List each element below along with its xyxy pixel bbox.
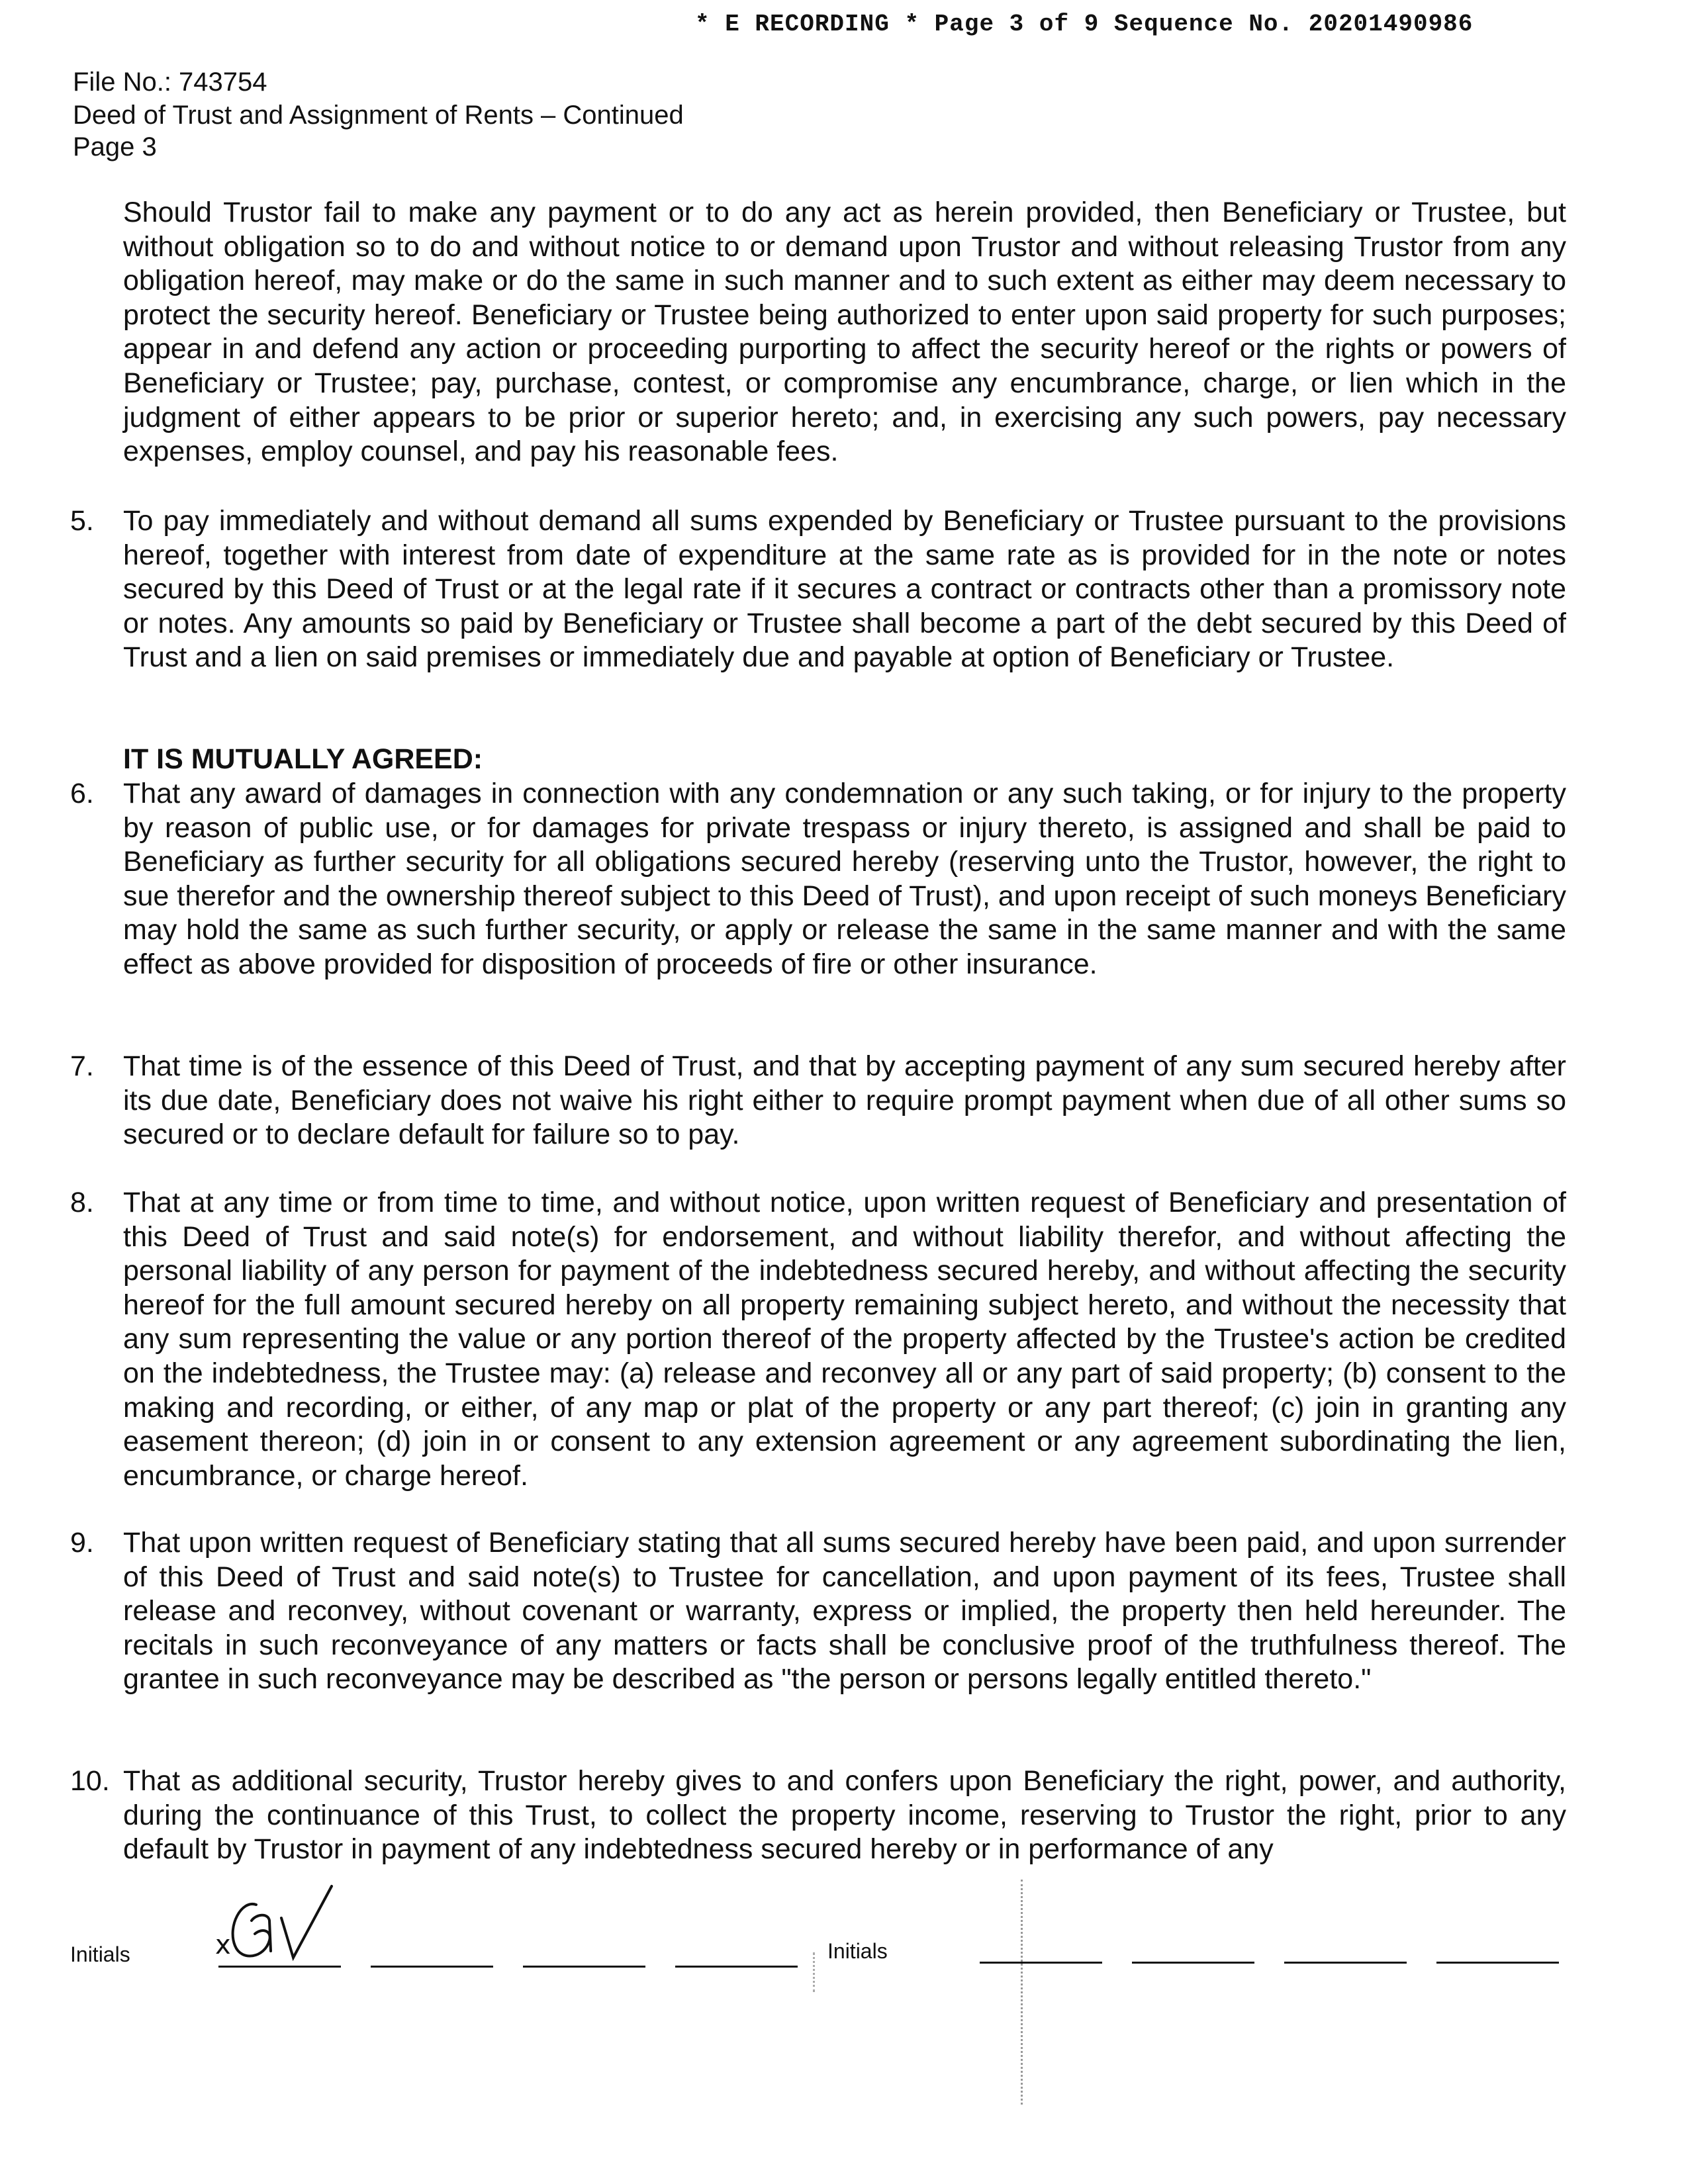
document-title: Deed of Trust and Assignment of Rents – Continued — [73, 101, 684, 130]
signature-letter-g — [233, 1904, 271, 1956]
initials-line-6[interactable] — [1132, 1962, 1254, 1964]
mutual-agreement-heading: IT IS MUTUALLY AGREED: — [123, 743, 483, 775]
item-number-10: 10. — [70, 1765, 110, 1797]
item-number-8: 8. — [70, 1187, 94, 1218]
signature-initials — [215, 1880, 348, 1976]
item-number-5: 5. — [70, 505, 94, 537]
fold-mark-right — [1021, 1880, 1023, 2105]
initials-label-right: Initials — [827, 1939, 888, 1963]
item-10-text: That as additional security, Trustor hereby gives to and confers upon Beneficiary the right, power, and authority, during the continuance of this Trust, to collect the property income, reserving to Trustor the right, prior to any default by Trustor in payment of any indebtedness secured hereby or in performance of any — [123, 1765, 1566, 1866]
file-number: File No.: 743754 — [73, 68, 267, 97]
item-6-text: That any award of damages in connection with any condemnation or any such taking, or for injury to the property by reason of public use, or for damages for private trespass or injury thereto, is assigned and shall be paid to Beneficiary as further security for all obligations secured hereby (reserving unto the Trustor, however, the right to sue therefor and the ownership thereof subject to this Deed of Trust), and upon receipt of such moneys Beneficiary may hold the same as such further security, or apply or release the same in the same manner and with the same effect as above provided for disposition of proceeds of fire or other insurance. — [123, 778, 1566, 980]
page-label: Page 3 — [73, 132, 157, 161]
initials-label-left: Initials — [70, 1942, 130, 1966]
initials-line-3[interactable] — [523, 1966, 645, 1968]
fold-mark-center — [813, 1952, 815, 1992]
intro-paragraph: Should Trustor fail to make any payment or to do any act as herein provided, then Beneficiary or Trustee, but without obligation so to do and without notice to or demand upon Trustor and without releasing Trustor from any obligation hereof, may make or do the same in such manner and to such extent as either may deem necessary to protect the security hereof. Beneficiary or Trustee being authorized to enter upon said property for such purposes; appear in and defend any action or proceeding purporting to affect the security hereof or the rights or powers of Beneficiary or Trustee; pay, purchase, contest, or compromise any encumbrance, charge, or lien which in the judgment of either appears to be prior or superior hereto; and, in exercising any such powers, pay necessary expenses, employ counsel, and pay his reasonable fees. — [123, 197, 1566, 468]
signature-letter-v — [281, 1886, 332, 1958]
initials-line-1[interactable] — [218, 1966, 341, 1968]
initials-line-2[interactable] — [371, 1966, 493, 1968]
initials-line-5[interactable] — [980, 1962, 1102, 1964]
item-number-9: 9. — [70, 1527, 94, 1559]
signature-x-mark: x — [215, 1930, 231, 1960]
item-number-7: 7. — [70, 1050, 94, 1082]
handwritten-initials-signature — [215, 1880, 348, 1972]
item-8-text: That at any time or from time to time, and without notice, upon written request of Beneficiary and presentation of this Deed of Trust and said note(s) for endorsement, and without liability therefor, and without affecting the personal liability of any person for payment of the indebtedness secured hereby, and without affecting the security hereof for the full amount secured hereby on all property remaining subject hereto, and without the necessity that any sum representing the value or any portion thereof of the property affected by the Trustee's action be credited on the indebtedness, the Trustee may: (a) release and reconvey all or any part of said property; (b) consent to the making and recording, or either, of any map or plat of the property or any part thereof; (c) join in granting any easement thereon; (d) join in or consent to any extension agreement or any agreement subordinating the lien, encumbrance, or charge hereof. — [123, 1187, 1566, 1492]
initials-line-8[interactable] — [1436, 1962, 1559, 1964]
item-7-text: That time is of the essence of this Deed of Trust, and that by accepting payment of any sum secured hereby after its due date, Beneficiary does not waive his right either to require prompt payment when due of all other sums so secured or to declare default for failure so to pay. — [123, 1050, 1566, 1151]
item-9-text: That upon written request of Beneficiary stating that all sums secured hereby have been paid, and upon surrender of this Deed of Trust and said note(s) to Trustee for cancellation, and upon payment of its fees, Trustee shall release and reconvey, without covenant or warranty, express or implied, the property then held hereunder. The recitals in such reconveyance of any matters or facts shall be conclusive proof of the truthfulness thereof. The grantee in such reconveyance may be described as "the person or persons legally entitled thereto." — [123, 1527, 1566, 1696]
item-number-6: 6. — [70, 778, 94, 809]
initials-line-4[interactable] — [675, 1966, 798, 1968]
initials-line-7[interactable] — [1284, 1962, 1407, 1964]
recording-stamp: * E RECORDING * Page 3 of 9 Sequence No. 20201490986 — [695, 11, 1474, 38]
item-5-text: To pay immediately and without demand all sums expended by Beneficiary or Trustee pursuant to the provisions hereof, together with interest from date of expenditure at the same rate as is provided for in the note or notes secured by this Deed of Trust or at the legal rate if it secures a contract or contracts other than a promissory note or notes. Any amounts so paid by Beneficiary or Trustee shall become a part of the debt secured by this Deed of Trust and a lien on said premises or immediately due and payable at option of Beneficiary or Trustee. — [123, 505, 1566, 674]
